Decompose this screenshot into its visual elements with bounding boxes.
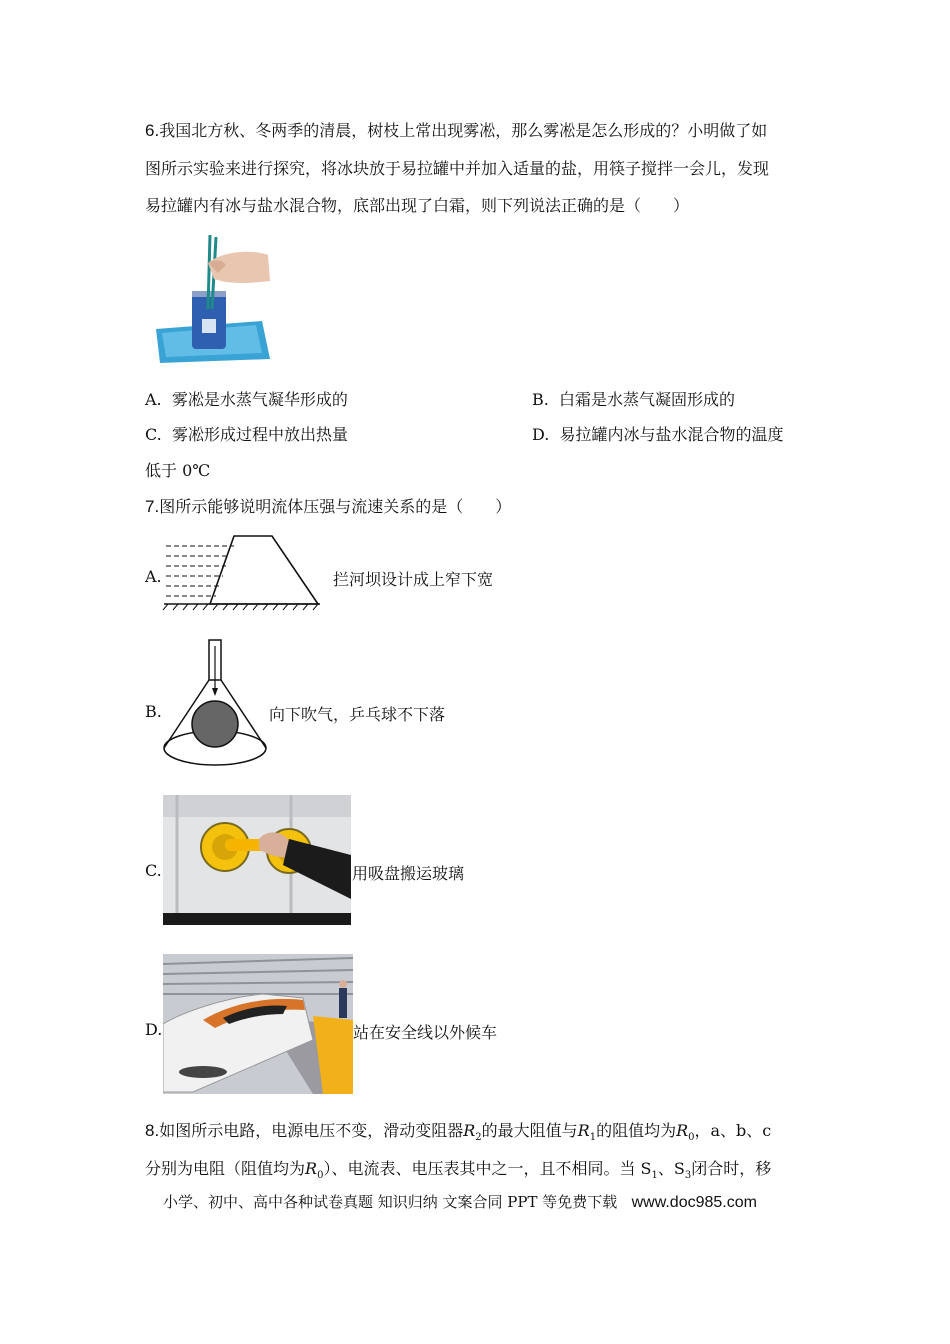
q7-option-a-text: 拦河坝设计成上窄下宽 [333,570,494,589]
q6-option-d-cont: 低于 0℃ [145,461,211,480]
footer-url[interactable]: www.doc985.com [631,1194,757,1211]
q7-option-b-text: 向下吹气，乒乓球不下落 [269,705,446,724]
q8-line1: 8.如图所示电路，电源电压不变，滑动变阻器$R_2$的最大阻值与$R_1$的阻值均为$R_0$，a、b、c [145,1121,772,1144]
q7-stem [145,494,511,517]
q6-option-d: D. 易拉罐内冰与盐水混合物的温度 [532,425,784,444]
q7-option-b-letter: B. [145,702,162,721]
q6-line2: 图所示实验来进行探究，将冰块放于易拉罐中并加入适量的盐，用筷子搅拌一会儿，发现 [145,159,770,178]
q6-option-c: C. 雾凇形成过程中放出热量 [145,425,348,444]
footer-banner [163,1191,757,1212]
high-speed-train-photo [163,954,353,1094]
q7-option-c-text: 用吸盘搬运玻璃 [352,864,465,883]
suction-cup-photo [163,795,351,925]
q7-option-a-letter: A. [145,567,162,586]
q6-number: 6. [145,121,160,140]
footer-text: 小学、初中、高中各种试卷真题 知识归纳 文案合同 PPT 等免费下载 [163,1193,618,1211]
q6-line3: 易拉罐内有冰与盐水混合物，底部出现了白霜，则下列说法正确的是（ ） [145,196,690,215]
q7-number: 7. [145,497,160,516]
can-experiment-image [152,233,272,365]
funnel-ball-diagram [160,636,270,772]
dam-diagram [162,532,322,612]
q7-stem-text: 图所示能够说明流体压强与流速关系的是（ ） [159,497,512,516]
q6-line1 [145,118,767,141]
q7-option-d-text: 站在安全线以外候车 [353,1023,498,1042]
q6-option-b: B. 白霜是水蒸气凝固形成的 [532,390,736,409]
q6-option-a: A. 雾凇是水蒸气凝华形成的 [145,390,348,409]
q8-line2: 分别为电阻（阻值均为$R_0$）、电流表、电压表其中之一，且不相同。当 $S_1$、$S_3$闭合时，移 [145,1159,772,1182]
q8-number: 8. [145,1121,160,1140]
q7-option-c-letter: C. [145,861,162,880]
q7-option-d-letter: D. [145,1020,163,1039]
q6-line1-text: 我国北方秋、冬两季的清晨，树枝上常出现雾凇，那么雾凇是怎么形成的？小明做了如 [159,121,768,140]
